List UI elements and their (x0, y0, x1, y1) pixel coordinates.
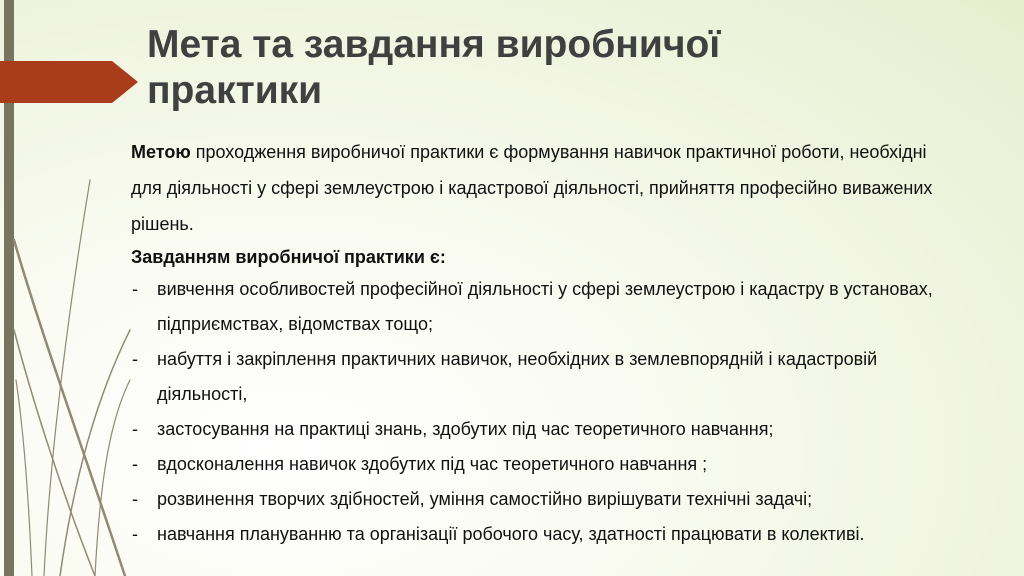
slide-body (131, 134, 951, 552)
goal-lead: Метою (131, 142, 191, 162)
decor-curve (95, 380, 130, 576)
bullet-dash: - (132, 454, 138, 474)
list-item (131, 447, 951, 482)
list-item-text: набуття і закріплення практичних навичок, необхідних в землевпорядній і кадастровій діяльності, (157, 349, 878, 404)
bullet-dash: - (132, 279, 138, 299)
tasks-heading: Завданням виробничої практики є: (131, 247, 446, 267)
list-item (131, 517, 951, 552)
list-item-text: вдосконалення навичок здобутих під час теоретичного навчання ; (157, 454, 708, 474)
list-item-text: застосування на практиці знань, здобутих під час теоретичного навчання; (157, 419, 774, 439)
list-item (131, 482, 951, 517)
slide-title: Мета та завдання виробничої практики (147, 23, 721, 112)
list-item-text: навчання плануванню та організації робочого часу, здатності працювати в колективі. (157, 524, 865, 544)
arrow-accent-icon (0, 61, 138, 103)
list-item (131, 412, 951, 447)
goal-text: проходження виробничої практики є формування навичок практичної роботи, необхідні для діяльності у сфері землеустрою і кадастрової діяльності, прийняття професійно виважених рішень. (131, 142, 933, 234)
bullet-dash: - (132, 419, 138, 439)
list-item-text: розвинення творчих здібностей, уміння самостійно вирішувати технічні задачі; (157, 489, 813, 509)
decor-curve (60, 330, 130, 576)
decor-curve (44, 180, 90, 576)
goal-paragraph (131, 134, 951, 242)
list-item-text: вивчення особливостей професійної діяльності у сфері землеустрою і кадастру в установах, підприємствах, відомствах тощо; (157, 279, 933, 334)
list-item (131, 272, 951, 342)
bullet-dash: - (132, 489, 138, 509)
decor-curve (14, 240, 125, 576)
bullet-dash: - (132, 349, 138, 369)
list-item (131, 342, 951, 412)
bullet-dash: - (132, 524, 138, 544)
tasks-list (131, 272, 951, 552)
decor-curve (16, 380, 32, 576)
